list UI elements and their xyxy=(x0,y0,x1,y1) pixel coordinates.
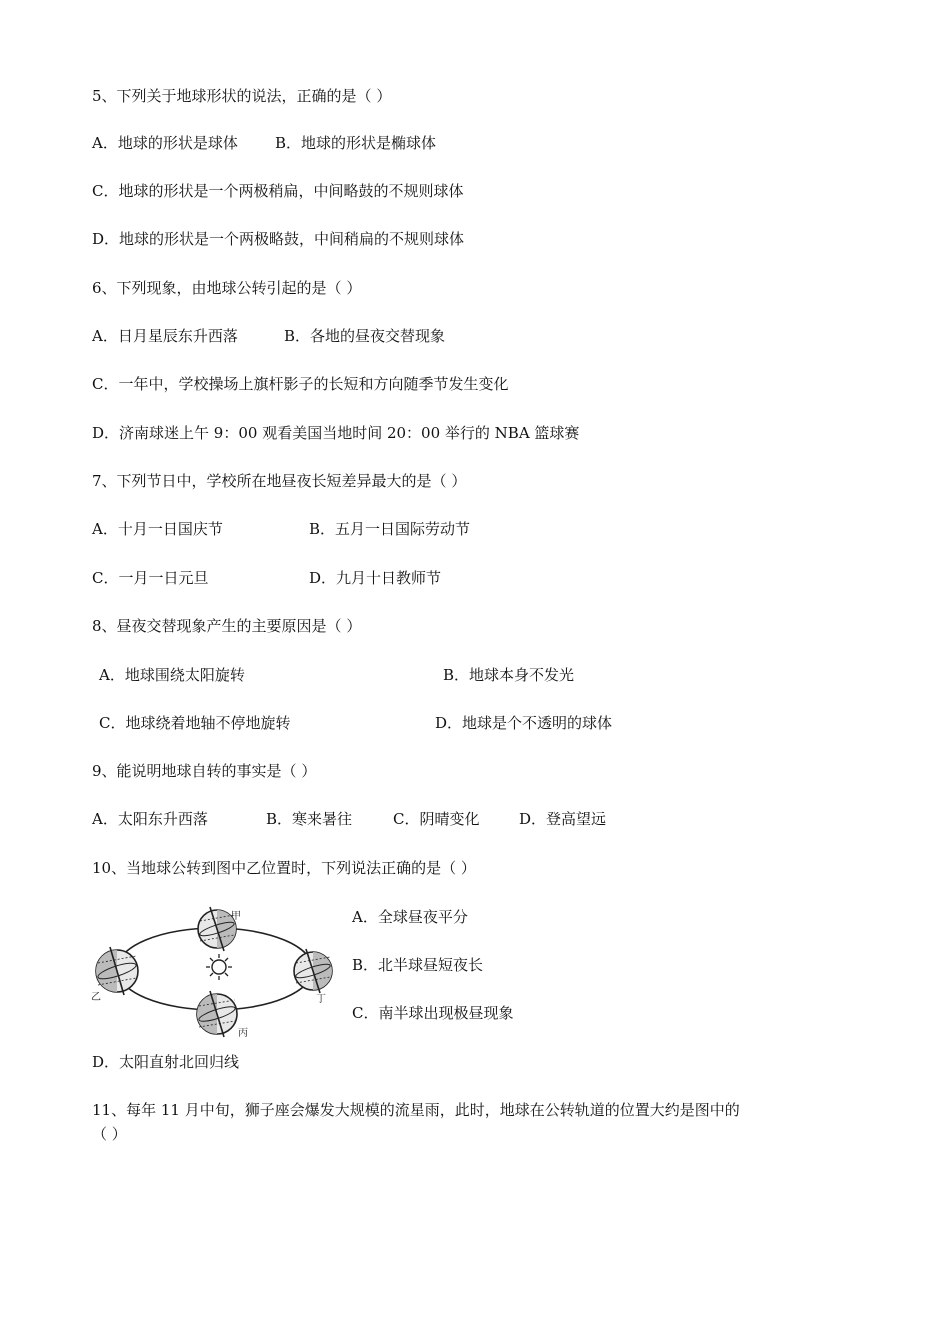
q6-option-b: B．各地的昼夜交替现象 xyxy=(284,327,446,345)
q6-stem: 6、下列现象，由地球公转引起的是（ ） xyxy=(92,279,362,297)
q5-stem: 5、下列关于地球形状的说法，正确的是（ ） xyxy=(92,87,392,105)
sun-icon xyxy=(206,954,232,980)
label-jia: 甲 xyxy=(231,911,241,922)
q10-stem: 10、当地球公转到图中乙位置时，下列说法正确的是（ ） xyxy=(92,859,476,877)
q10-option-b: B．北半球昼短夜长 xyxy=(352,956,484,974)
q8-option-d: D．地球是个不透明的球体 xyxy=(435,714,613,732)
q10-option-a: A．全球昼夜平分 xyxy=(352,908,468,926)
q9-option-b: B．寒来暑往 xyxy=(266,810,353,828)
q6-option-d: D．济南球迷上午 9：00 观看美国当地时间 20：00 举行的 NBA 篮球赛 xyxy=(92,424,580,442)
q11-paren: （ ） xyxy=(92,1125,127,1143)
q9-option-a: A．太阳东升西落 xyxy=(92,810,208,828)
q7-option-c: C．一月一日元旦 xyxy=(92,569,209,587)
q10-option-c: C．南半球出现极昼现象 xyxy=(352,1004,514,1022)
label-ding: 丁 xyxy=(316,994,326,1005)
q10-option-d: D．太阳直射北回归线 xyxy=(92,1053,240,1071)
q6-option-a: A．日月星辰东升西落 xyxy=(92,327,238,345)
q9-option-c: C．阴晴变化 xyxy=(393,810,480,828)
q8-option-c: C．地球绕着地轴不停地旋转 xyxy=(99,714,291,732)
label-yi: 乙 xyxy=(91,992,101,1003)
q9-stem: 9、能说明地球自转的事实是（ ） xyxy=(92,762,317,780)
q8-option-b: B．地球本身不发光 xyxy=(443,666,575,684)
earth-position-ding xyxy=(294,949,332,993)
q9-option-d: D．登高望远 xyxy=(519,810,607,828)
label-bing: 丙 xyxy=(238,1028,248,1039)
q5-option-c: C．地球的形状是一个两极稍扁，中间略鼓的不规则球体 xyxy=(92,182,464,200)
q5-option-b: B．地球的形状是椭球体 xyxy=(275,134,437,152)
q5-option-a: A．地球的形状是球体 xyxy=(92,134,238,152)
q6-option-c: C．一年中，学校操场上旗杆影子的长短和方向随季节发生变化 xyxy=(92,375,509,393)
earth-orbit-diagram xyxy=(88,903,338,1041)
q7-stem: 7、下列节日中，学校所在地昼夜长短差异最大的是（ ） xyxy=(92,472,467,490)
q8-option-a: A．地球围绕太阳旋转 xyxy=(99,666,245,684)
q7-option-a: A．十月一日国庆节 xyxy=(92,520,223,538)
q7-option-b: B．五月一日国际劳动节 xyxy=(309,520,471,538)
earth-position-bing xyxy=(197,991,237,1037)
q7-option-d: D．九月十日教师节 xyxy=(309,569,442,587)
q5-option-d: D．地球的形状是一个两极略鼓，中间稍扁的不规则球体 xyxy=(92,230,465,248)
q11-stem: 11、每年 11 月中旬，狮子座会爆发大规模的流星雨，此时，地球在公转轨道的位置大约是图中的 xyxy=(92,1101,740,1119)
earth-position-yi xyxy=(96,947,138,995)
q8-stem: 8、昼夜交替现象产生的主要原因是（ ） xyxy=(92,617,362,635)
